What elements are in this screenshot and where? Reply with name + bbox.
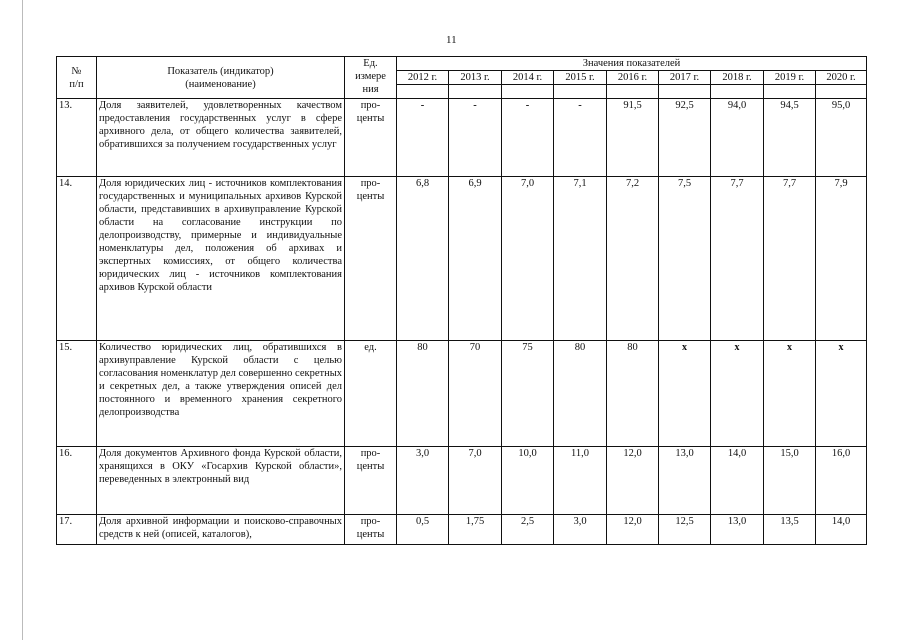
row-value: х [659, 341, 711, 447]
header-values-group: Значения показателей [397, 57, 867, 71]
row-value: 7,9 [816, 177, 867, 341]
row-value: 3,0 [397, 447, 449, 515]
scan-edge [22, 0, 23, 640]
row-value: - [397, 99, 449, 177]
row-value: 80 [554, 341, 607, 447]
row-value: 7,0 [502, 177, 554, 341]
indicators-table [56, 56, 867, 545]
header-blank-cell [554, 85, 607, 99]
row-number: 17. [57, 515, 97, 545]
row-value: 7,7 [711, 177, 764, 341]
row-unit: ед. [345, 341, 397, 447]
row-number: 14. [57, 177, 97, 341]
row-value: 7,0 [449, 447, 502, 515]
row-number: 15. [57, 341, 97, 447]
header-row-top [57, 57, 867, 71]
table-row [57, 177, 867, 341]
row-value: 94,0 [711, 99, 764, 177]
header-year: 2013 г. [449, 71, 502, 85]
header-blank-cell [502, 85, 554, 99]
header-blank-cell [397, 85, 449, 99]
row-indicator-name: Доля юридических лиц - источников комплектования государственных и муниципальных архивов Курской области, представивших в архивуправление Курской области на согласование инструкции по делопроизводству, примерные и индивидуальные номенклатуры дел, положения об архивах и экспертных комиссиях, от общего количества юридических лиц - источников комплектования архивов Курской области [97, 177, 345, 341]
row-unit: про- центы [345, 447, 397, 515]
table-body [57, 99, 867, 545]
row-indicator-name: Доля документов Архивного фонда Курской области, хранящихся в ОКУ «Госархив Курской области», переведенных в электронный вид [97, 447, 345, 515]
row-value: 6,8 [397, 177, 449, 341]
header-year: 2012 г. [397, 71, 449, 85]
row-value: х [816, 341, 867, 447]
row-value: 95,0 [816, 99, 867, 177]
header-year: 2020 г. [816, 71, 867, 85]
row-value: 92,5 [659, 99, 711, 177]
row-value: 7,5 [659, 177, 711, 341]
row-value: 12,0 [607, 515, 659, 545]
header-year: 2018 г. [711, 71, 764, 85]
table-row [57, 515, 867, 545]
row-value: - [554, 99, 607, 177]
header-number: № п/п [57, 57, 97, 99]
row-value: 75 [502, 341, 554, 447]
row-value: - [502, 99, 554, 177]
row-value: 94,5 [764, 99, 816, 177]
row-indicator-name: Доля архивной информации и поисково-справочных средств к ней (описей, каталогов), [97, 515, 345, 545]
row-value: - [449, 99, 502, 177]
header-year: 2016 г. [607, 71, 659, 85]
header-indicator: Показатель (индикатор) (наименование) [97, 57, 345, 99]
page-number: 11 [446, 34, 457, 46]
header-year: 2014 г. [502, 71, 554, 85]
table-row [57, 341, 867, 447]
header-year: 2019 г. [764, 71, 816, 85]
row-unit: про- центы [345, 177, 397, 341]
header-blank-cell [659, 85, 711, 99]
row-indicator-name: Количество юридических лиц, обратившихся в архивуправление Курской области с целью согласования номенклатур дел совершенно секретных и секретных дел, а также утверждения описей дел постоянного и временного хранения секретного делопроизводства [97, 341, 345, 447]
header-blank-cell [711, 85, 764, 99]
row-value: 0,5 [397, 515, 449, 545]
row-value: 12,5 [659, 515, 711, 545]
row-value: 1,75 [449, 515, 502, 545]
row-value: 6,9 [449, 177, 502, 341]
row-value: х [764, 341, 816, 447]
header-year: 2015 г. [554, 71, 607, 85]
header-blank-cell [816, 85, 867, 99]
header-year: 2017 г. [659, 71, 711, 85]
row-value: 15,0 [764, 447, 816, 515]
row-value: 80 [607, 341, 659, 447]
row-value: 13,0 [659, 447, 711, 515]
row-value: 7,1 [554, 177, 607, 341]
row-value: 3,0 [554, 515, 607, 545]
row-number: 13. [57, 99, 97, 177]
row-value: 13,0 [711, 515, 764, 545]
row-unit: про- центы [345, 99, 397, 177]
header-unit: Ед. измере ния [345, 57, 397, 99]
table-row [57, 99, 867, 177]
row-value: 16,0 [816, 447, 867, 515]
table-row [57, 447, 867, 515]
row-value: 10,0 [502, 447, 554, 515]
header-blank-cell [607, 85, 659, 99]
row-value: х [711, 341, 764, 447]
row-value: 80 [397, 341, 449, 447]
row-value: 2,5 [502, 515, 554, 545]
row-number: 16. [57, 447, 97, 515]
row-indicator-name: Доля заявителей, удовлетворенных качеством предоставления государственных услуг в сфере архивного дела, от общего количества заявителей, обратившихся за получением государственных услуг [97, 99, 345, 177]
row-value: 14,0 [816, 515, 867, 545]
header-blank-cell [449, 85, 502, 99]
row-unit: про- центы [345, 515, 397, 545]
row-value: 13,5 [764, 515, 816, 545]
row-value: 12,0 [607, 447, 659, 515]
row-value: 14,0 [711, 447, 764, 515]
row-value: 7,2 [607, 177, 659, 341]
row-value: 70 [449, 341, 502, 447]
row-value: 11,0 [554, 447, 607, 515]
row-value: 7,7 [764, 177, 816, 341]
header-blank-cell [764, 85, 816, 99]
row-value: 91,5 [607, 99, 659, 177]
